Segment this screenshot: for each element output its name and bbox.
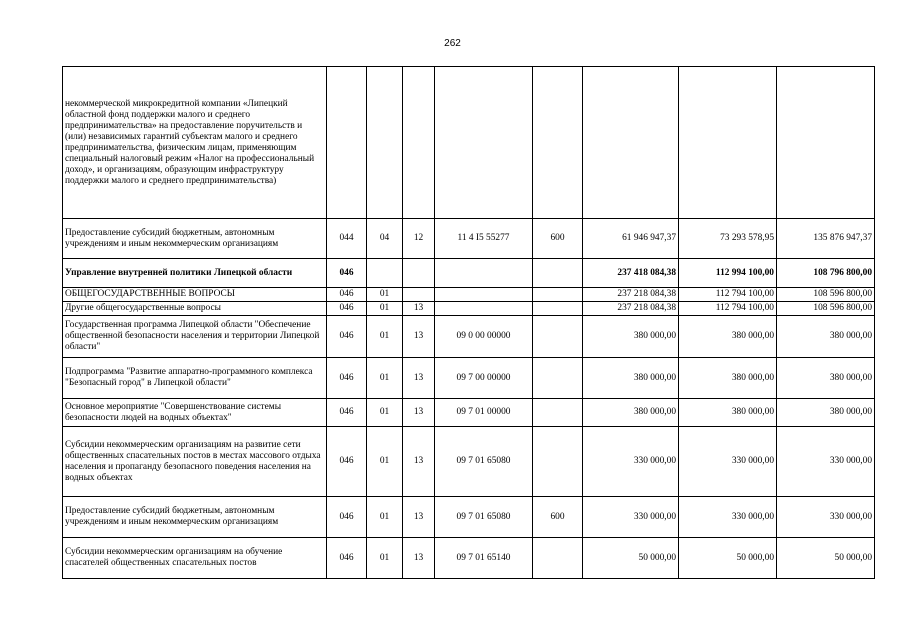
row-amount-3: 108 596 800,00 bbox=[777, 302, 875, 316]
row-rz bbox=[367, 259, 403, 288]
row-name: Основное мероприятие "Совершенствование системы безопасности людей на водных объектах" bbox=[63, 399, 327, 427]
row-pr: 13 bbox=[403, 497, 435, 538]
row-pr: 13 bbox=[403, 538, 435, 579]
row-csr bbox=[435, 288, 533, 302]
row-gr: 046 bbox=[327, 538, 367, 579]
row-pr: 13 bbox=[403, 427, 435, 497]
row-gr: 046 bbox=[327, 259, 367, 288]
row-rz bbox=[367, 67, 403, 219]
row-gr: 044 bbox=[327, 219, 367, 259]
row-amount-2: 330 000,00 bbox=[679, 427, 777, 497]
row-amount-3: 380 000,00 bbox=[777, 399, 875, 427]
row-gr bbox=[327, 67, 367, 219]
row-amount-2: 50 000,00 bbox=[679, 538, 777, 579]
row-vr: 600 bbox=[533, 497, 583, 538]
row-rz: 01 bbox=[367, 497, 403, 538]
row-amount-1: 61 946 947,37 bbox=[583, 219, 679, 259]
row-amount-3: 108 596 800,00 bbox=[777, 288, 875, 302]
row-amount-2: 112 794 100,00 bbox=[679, 302, 777, 316]
table-row bbox=[63, 427, 875, 497]
table-row bbox=[63, 358, 875, 399]
row-gr: 046 bbox=[327, 497, 367, 538]
table-row bbox=[63, 259, 875, 288]
row-amount-1: 380 000,00 bbox=[583, 316, 679, 358]
row-name: Другие общегосударственные вопросы bbox=[63, 302, 327, 316]
row-amount-2 bbox=[679, 67, 777, 219]
row-name: Предоставление субсидий бюджетным, автономным учреждениям и иным некоммерческим организациям bbox=[63, 497, 327, 538]
row-amount-1: 237 218 084,38 bbox=[583, 288, 679, 302]
table-row bbox=[63, 302, 875, 316]
table-row bbox=[63, 538, 875, 579]
row-name: Управление внутренней политики Липецкой области bbox=[63, 259, 327, 288]
row-amount-3: 330 000,00 bbox=[777, 497, 875, 538]
table-row bbox=[63, 316, 875, 358]
row-amount-2: 380 000,00 bbox=[679, 399, 777, 427]
row-csr: 09 0 00 00000 bbox=[435, 316, 533, 358]
row-amount-1: 380 000,00 bbox=[583, 358, 679, 399]
row-rz: 01 bbox=[367, 538, 403, 579]
row-amount-2: 380 000,00 bbox=[679, 358, 777, 399]
row-gr: 046 bbox=[327, 399, 367, 427]
row-vr bbox=[533, 538, 583, 579]
row-amount-1: 237 418 084,38 bbox=[583, 259, 679, 288]
row-gr: 046 bbox=[327, 302, 367, 316]
row-rz: 01 bbox=[367, 427, 403, 497]
row-csr: 09 7 01 00000 bbox=[435, 399, 533, 427]
row-csr: 09 7 00 00000 bbox=[435, 358, 533, 399]
row-amount-2: 112 994 100,00 bbox=[679, 259, 777, 288]
row-amount-3: 108 796 800,00 bbox=[777, 259, 875, 288]
row-pr: 13 bbox=[403, 358, 435, 399]
row-pr bbox=[403, 288, 435, 302]
row-amount-2: 73 293 578,95 bbox=[679, 219, 777, 259]
row-amount-3: 50 000,00 bbox=[777, 538, 875, 579]
table-row bbox=[63, 399, 875, 427]
row-name: Предоставление субсидий бюджетным, автономным учреждениям и иным некоммерческим организациям bbox=[63, 219, 327, 259]
row-vr: 600 bbox=[533, 219, 583, 259]
row-amount-1: 380 000,00 bbox=[583, 399, 679, 427]
row-rz: 01 bbox=[367, 316, 403, 358]
budget-table bbox=[62, 66, 875, 579]
row-name: некоммерческой микрокредитной компании «Липецкий областной фонд поддержки малого и среднего предпринимательства» на предоставление поручительств и (или) независимых гарантий субъектам малого и среднего предпринимательства, физическим лицам, применяющим специальный налоговый режим «Налог на профессиональный доход», и организациям, образующим инфраструктуру поддержки малого и среднего предпринимательства) bbox=[63, 67, 327, 219]
table-row bbox=[63, 497, 875, 538]
row-vr bbox=[533, 67, 583, 219]
row-name: Подпрограмма "Развитие аппаратно-программного комплекса "Безопасный город" в Липецкой области" bbox=[63, 358, 327, 399]
row-rz: 01 bbox=[367, 358, 403, 399]
row-amount-3: 380 000,00 bbox=[777, 358, 875, 399]
row-amount-1: 50 000,00 bbox=[583, 538, 679, 579]
row-gr: 046 bbox=[327, 427, 367, 497]
row-csr: 11 4 I5 55277 bbox=[435, 219, 533, 259]
row-amount-1: 330 000,00 bbox=[583, 427, 679, 497]
row-amount-3 bbox=[777, 67, 875, 219]
row-gr: 046 bbox=[327, 316, 367, 358]
table-row bbox=[63, 67, 875, 219]
row-vr bbox=[533, 259, 583, 288]
row-amount-1: 330 000,00 bbox=[583, 497, 679, 538]
row-pr: 13 bbox=[403, 399, 435, 427]
row-amount-3: 380 000,00 bbox=[777, 316, 875, 358]
row-name: Субсидии некоммерческим организациям на развитие сети общественных спасательных постов в местах массового отдыха населения и пропаганду безопасного поведения населения на водных объектах bbox=[63, 427, 327, 497]
row-pr: 13 bbox=[403, 302, 435, 316]
row-rz: 01 bbox=[367, 302, 403, 316]
row-csr bbox=[435, 67, 533, 219]
table-row bbox=[63, 288, 875, 302]
row-name: ОБЩЕГОСУДАРСТВЕННЫЕ ВОПРОСЫ bbox=[63, 288, 327, 302]
row-csr: 09 7 01 65140 bbox=[435, 538, 533, 579]
row-vr bbox=[533, 288, 583, 302]
row-name: Субсидии некоммерческим организациям на обучение спасателей общественных спасательных постов bbox=[63, 538, 327, 579]
table-row bbox=[63, 219, 875, 259]
row-pr bbox=[403, 67, 435, 219]
row-amount-3: 135 876 947,37 bbox=[777, 219, 875, 259]
row-amount-2: 112 794 100,00 bbox=[679, 288, 777, 302]
row-vr bbox=[533, 316, 583, 358]
table-body bbox=[63, 67, 875, 579]
row-rz: 01 bbox=[367, 399, 403, 427]
row-gr: 046 bbox=[327, 358, 367, 399]
row-pr bbox=[403, 259, 435, 288]
row-amount-2: 330 000,00 bbox=[679, 497, 777, 538]
page-number: 262 bbox=[444, 38, 461, 49]
row-vr bbox=[533, 427, 583, 497]
row-csr: 09 7 01 65080 bbox=[435, 427, 533, 497]
row-vr bbox=[533, 399, 583, 427]
row-amount-1: 237 218 084,38 bbox=[583, 302, 679, 316]
row-name: Государственная программа Липецкой области "Обеспечение общественной безопасности населения и территории Липецкой области" bbox=[63, 316, 327, 358]
row-amount-3: 330 000,00 bbox=[777, 427, 875, 497]
row-rz: 04 bbox=[367, 219, 403, 259]
row-csr: 09 7 01 65080 bbox=[435, 497, 533, 538]
row-vr bbox=[533, 302, 583, 316]
row-rz: 01 bbox=[367, 288, 403, 302]
row-pr: 13 bbox=[403, 316, 435, 358]
row-amount-2: 380 000,00 bbox=[679, 316, 777, 358]
row-gr: 046 bbox=[327, 288, 367, 302]
row-pr: 12 bbox=[403, 219, 435, 259]
row-csr bbox=[435, 259, 533, 288]
row-amount-1 bbox=[583, 67, 679, 219]
row-csr bbox=[435, 302, 533, 316]
row-vr bbox=[533, 358, 583, 399]
